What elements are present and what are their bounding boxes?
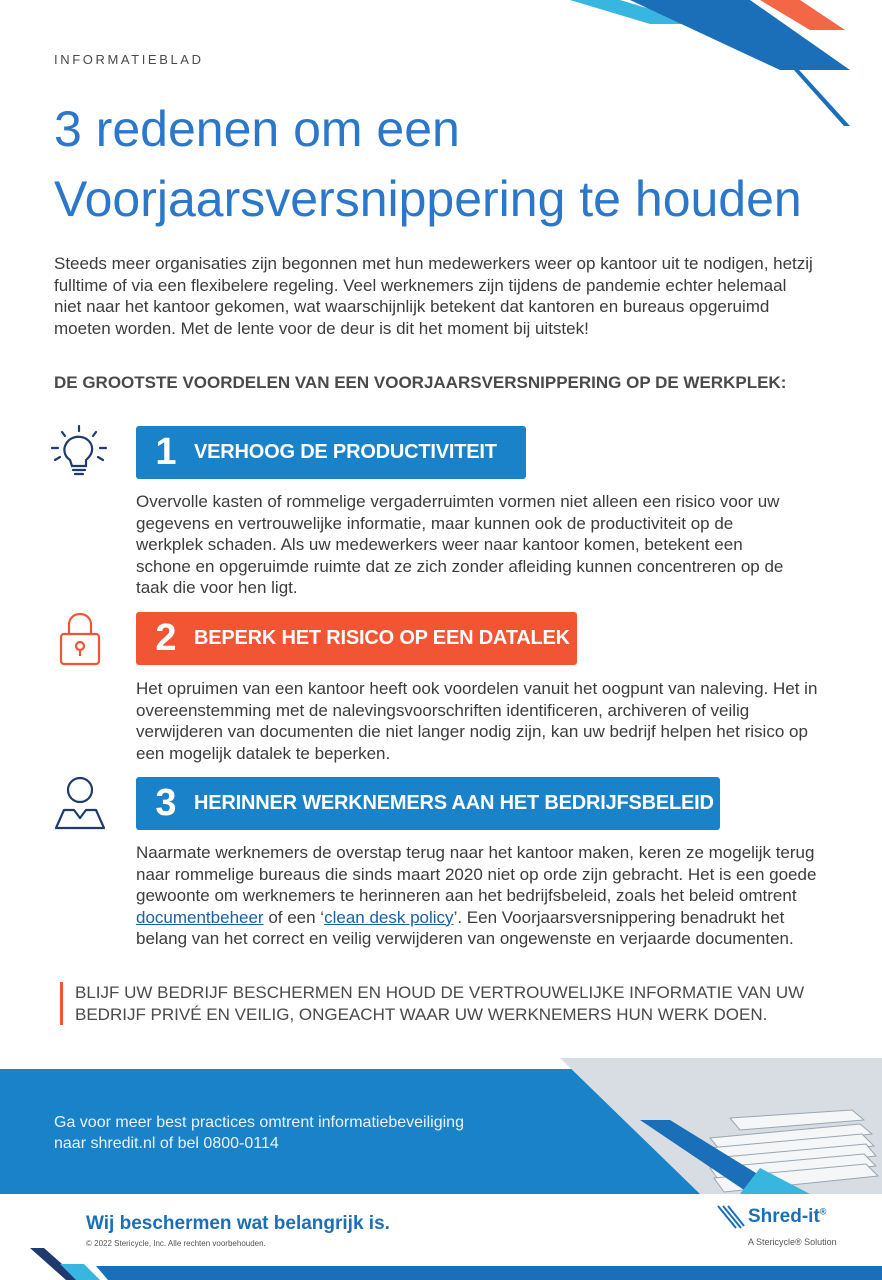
person-icon bbox=[52, 772, 108, 832]
title-line-1: 3 redenen om een bbox=[54, 101, 460, 157]
bottom-decorative-stripes bbox=[0, 1244, 882, 1280]
shredit-logo-name bbox=[748, 1206, 826, 1228]
shredit-logo-trademark: ® bbox=[819, 1206, 827, 1217]
lightbulb-icon bbox=[50, 424, 110, 482]
shredit-logo-subtitle: A Stericycle® Solution bbox=[748, 1237, 837, 1247]
callout-quote: BLIJF UW BEDRIJF BESCHERMEN EN HOUD DE VERTROUWELIJKE INFORMATIE VAN UW BEDRIJF PRIVÉ EN VEILIG, ONGEACHT WAAR UW WERKNEMERS HUN WERK DOEN. bbox=[60, 982, 835, 1025]
clean-desk-policy-link[interactable]: clean desk policy bbox=[324, 907, 454, 927]
reason-3-number: 3 bbox=[155, 782, 177, 824]
reason-2-banner bbox=[136, 612, 577, 665]
reason-3-body-text-1: Naarmate werknemers de overstap terug naar het kantoor maken, keren ze mogelijk terug naar rommelige bureaus die sinds maart 2020 niet op orde zijn gebracht. Het is een goede gewoonte om werknemers te herinneren aan het bedrijfsbeleid, zoals het beleid omtrent bbox=[136, 843, 817, 905]
title-line-2: Voorjaarsversnippering te houden bbox=[54, 171, 802, 227]
reason-3-banner bbox=[136, 777, 720, 830]
paper-stack-image bbox=[560, 1058, 882, 1194]
page-title bbox=[54, 94, 834, 234]
shredit-logo-mark bbox=[716, 1204, 746, 1232]
reason-2-number: 2 bbox=[155, 617, 177, 659]
reason-2-body: Het opruimen van een kantoor heeft ook voordelen vanuit het oogpunt van naleving. Het in overeenstemming met de nalevingsvoorschriften identificeren, archiveren of veilig verwijderen van documenten die niet langer nodig zijn, kan uw bedrijf helpen het risico op een mogelijk datalek te beperken. bbox=[136, 679, 818, 763]
reason-1-title: VERHOOG DE PRODUCTIVITEIT bbox=[194, 441, 497, 463]
padlock-icon bbox=[56, 610, 106, 668]
reason-1-body: Overvolle kasten of rommelige vergaderruimten vormen niet alleen een risico voor uw gegevens en vertrouwelijke informatie, maar kunnen ook de productiviteit op de werkplek schaden. Als uw medewerkers weer naar kantoor komen, betekent een schone en opgeruimde ruimte dat ze zich zonder afleiding kunnen concentreren op de taak die voor hen ligt. bbox=[136, 492, 784, 597]
copyright-notice: © 2022 Stericycle, Inc. Alle rechten voorbehouden. bbox=[86, 1239, 266, 1248]
brand-tagline: Wij beschermen wat belangrijk is. bbox=[86, 1213, 390, 1234]
reason-3-body bbox=[136, 842, 836, 950]
document-type-label: INFORMATIEBLAD bbox=[54, 52, 204, 67]
reason-2-title: BEPERK HET RISICO OP EEN DATALEK bbox=[194, 627, 570, 649]
footer-contact-line-1: Ga voor meer best practices omtrent informatiebeveiliging bbox=[54, 1114, 464, 1131]
footer-contact-line-2: naar shredit.nl of bel 0800-0114 bbox=[54, 1135, 279, 1152]
reason-3-title: HERINNER WERKNEMERS AAN HET BEDRIJFSBELEID bbox=[194, 792, 714, 814]
benefits-subheading: DE GROOTSTE VOORDELEN VAN EEN VOORJAARSVERSNIPPERING OP DE WERKPLEK: bbox=[54, 373, 787, 392]
reason-1-number: 1 bbox=[155, 431, 177, 473]
reason-3-body-text-3: ’. Een Voorjaarsversnippering benadrukt het belang van het correct en veilig verwijderen van ongewenste en verjaarde documenten. bbox=[136, 907, 794, 948]
intro-paragraph: Steeds meer organisaties zijn begonnen met hun medewerkers weer op kantoor uit te nodigen, hetzij fulltime of via een flexibelere regeling. Veel werknemers zijn tijdens de pandemie echter helemaal niet naar het kantoor gekomen, wat waarschijnlijk betekent dat kantoren en bureaus opgeruimd moeten worden. Met de lente voor de deur is dit het moment bij uitstek! bbox=[54, 254, 813, 338]
reason-3-body-text-2: of een ‘ bbox=[263, 907, 325, 927]
document-management-link[interactable]: documentbeheer bbox=[136, 907, 264, 927]
reason-1-banner bbox=[136, 426, 526, 479]
footer-contact bbox=[54, 1112, 524, 1154]
shredit-logo-word: Shred-it bbox=[748, 1206, 820, 1227]
